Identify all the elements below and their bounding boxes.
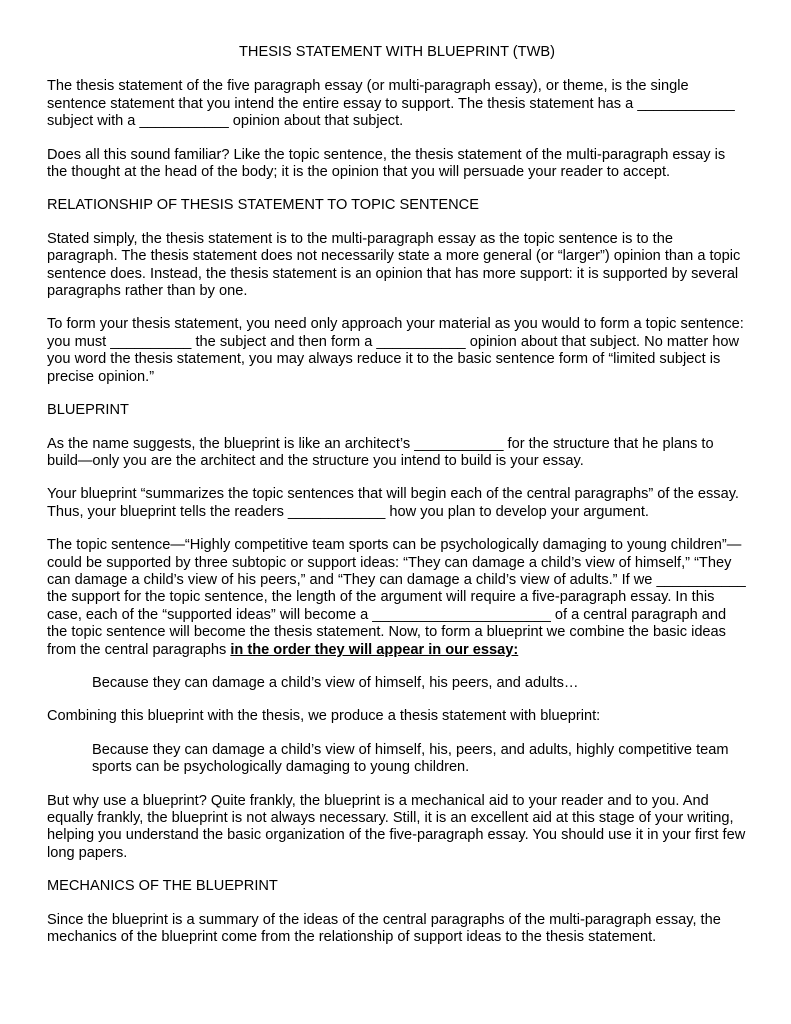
heading-mechanics: MECHANICS OF THE BLUEPRINT <box>47 878 278 895</box>
paragraph-architect: As the name suggests, the blueprint is like an architect’s ___________ for the structure that he plans to build—only you are the architect and the structure you intend to build is your essay. <box>47 435 714 469</box>
order-emphasis: in the order they will appear in our essay: <box>230 641 519 658</box>
paragraph-topic-sentence-text: The topic sentence—“Highly competitive team sports can be psychologically damaging to young children”—could be supported by three subtopic or support ideas: “They can damage a child’s view of himself,” “They can damage a child’s view of his peers,” and “They can damage a child’s view of adults.” If we ___________ the support for the topic sentence, the length of the argument will require a five-paragraph essay. In this case, each of the “supported ideas” will become a ______________________ of a central paragraph and the topic sentence will become the thesis statement. Now, to form a blueprint we combine the basic ideas from the central paragraphs <box>47 537 746 658</box>
blueprint-example-quote: Because they can damage a child’s view of himself, his peers, and adults… <box>92 674 579 691</box>
paragraph-why-blueprint: But why use a blueprint? Quite frankly, the blueprint is a mechanical aid to your reader and to you. And equally frankly, the blueprint is not always necessary. Still, it is an excellent aid at this stage of your writing, helping you understand the basic organization of the five-paragraph essay. You should use it in your first few long papers. <box>47 792 746 861</box>
paragraph-topic-sentence-example <box>47 537 747 659</box>
paragraph-stated-simply: Stated simply, the thesis statement is to the multi-paragraph essay as the topic sentence is to the paragraph. The thesis statement does not necessarily state a more general (or “larger”) opinion than a topic sentence does. Instead, the thesis statement is an opinion that has more support: it is supported by several paragraphs rather than by one. <box>47 230 741 300</box>
heading-relationship: RELATIONSHIP OF THESIS STATEMENT TO TOPIC SENTENCE <box>47 197 479 214</box>
paragraph-form-thesis: To form your thesis statement, you need only approach your material as you would to form a topic sentence: you must __________ the subject and then form a ___________ opinion about that subject. No matter how you word the thesis statement, you may always reduce it to the basic sentence form of “limited subject is precise opinion.” <box>47 316 744 385</box>
document-title: THESIS STATEMENT WITH BLUEPRINT (TWB) <box>239 44 555 60</box>
document-page <box>47 44 747 962</box>
paragraph-mechanics: Since the blueprint is a summary of the ideas of the central paragraphs of the multi-paragraph essay, the mechanics of the blueprint come from the relationship of support ideas to the thesis statement. <box>47 911 721 946</box>
paragraph-combining: Combining this blueprint with the thesis, we produce a thesis statement with blueprint: <box>47 708 601 725</box>
paragraph-summarizes: Your blueprint “summarizes the topic sentences that will begin each of the central paragraphs” of the essay. Thus, your blueprint tells the readers ____________ how you plan to develop your argument. <box>47 486 739 520</box>
heading-blueprint: BLUEPRINT <box>47 402 129 419</box>
paragraph-thesis-definition: The thesis statement of the five paragraph essay (or multi-paragraph essay), or theme, is the single sentence statement that you intend the entire essay to support. The thesis statement has a ____________ subject with a ___________ opinion about that subject. <box>47 78 735 130</box>
thesis-with-blueprint-quote: Because they can damage a child’s view of himself, his, peers, and adults, highly competitive team sports can be psychologically damaging to young children. <box>92 741 729 776</box>
paragraph-familiar: Does all this sound familiar? Like the topic sentence, the thesis statement of the multi-paragraph essay is the thought at the head of the body; it is the opinion that you will persuade your reader to accept. <box>47 146 726 181</box>
